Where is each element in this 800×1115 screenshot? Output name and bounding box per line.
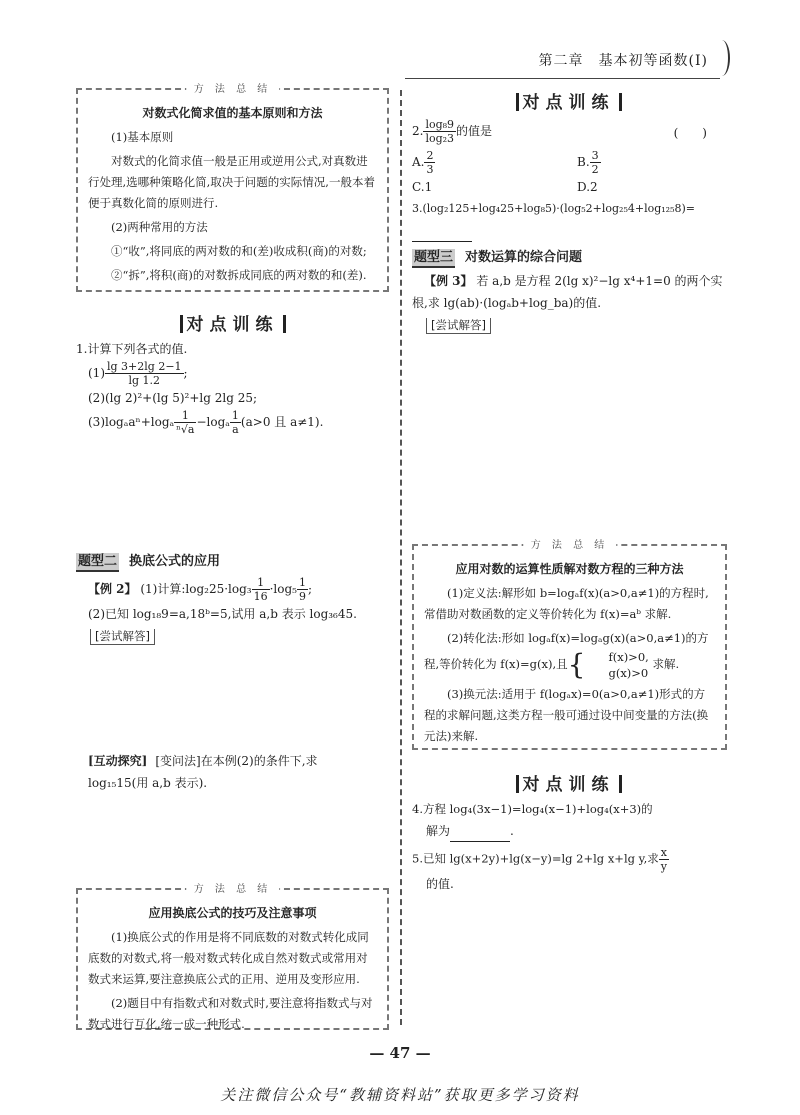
fraction: $\frac{x}{y}$ [660, 846, 667, 873]
box-label: 方 法 总 结 [523, 536, 617, 551]
question-stem: 1.计算下列各式的值. [76, 342, 188, 356]
method-summary-box-1 [76, 84, 389, 292]
paragraph: (1)换底公式的作用是将不同底数的对数式转化成同底数的对数式,将一般对数式转化成自然对数式或常用对数式来运算,要注意换底公式的正用、逆用及变形应用. [88, 930, 369, 986]
fraction: $\frac{1}{9}$ [298, 576, 306, 603]
brace: { [567, 648, 586, 681]
method-summary-box-3 [412, 540, 727, 750]
condition-stack: f(x)>0, g(x)>0 [608, 650, 649, 680]
question-1 [76, 338, 396, 436]
section-type-3 [412, 246, 582, 265]
section-tag: 题型三 [412, 249, 455, 268]
section-type-2 [76, 550, 220, 569]
heading-bar [516, 93, 519, 111]
header-curve-decoration [714, 40, 730, 76]
fraction: $\frac{1}{16}$ [253, 576, 268, 603]
paragraph: (1)基本原则 [111, 130, 174, 144]
explore-tag: [互动探究] [88, 754, 148, 768]
question-2: 2. $\frac{\text{log₈9}}{\text{log₂3}}$ 的值是 ( ) A. $\frac{2}{3}$ B. $\frac{3}{2}$ C.1 D.2 3.(log₂125+log₄25+log₈5)·(log₅2+log₂₅4+log₁₂₅8)= [412, 118, 727, 242]
fraction: $\frac{1}{a}$ [231, 409, 239, 436]
question-5-end: 的值. [426, 877, 454, 891]
paragraph: (2)题目中有指数式和对数式时,要注意将指数式与对数式进行互化,统一成一种形式. [88, 996, 373, 1031]
answer-paren: ( ) [673, 126, 707, 140]
section-tag: 题型二 [76, 553, 119, 572]
header-rule [405, 78, 720, 79]
fraction: $\frac{2}{3}$ [426, 149, 434, 176]
answer-blank[interactable] [412, 229, 472, 242]
heading-bar [619, 775, 622, 793]
fraction: $\frac{\text{log₈9}}{\text{log₂3}}$ [425, 118, 455, 145]
question-4-text: 4.方程 log₄(3x−1)=log₄(x−1)+log₄(x+3)的 [412, 802, 653, 816]
heading-bar [180, 315, 183, 333]
paragraph: (3)换元法:适用于 f(logₐx)=0(a>0,a≠1)形式的方程的求解问题,这类方程一般可通过设中间变量的方法(换元法)来解. [424, 687, 709, 743]
chapter-header: 第二章 基本初等函数(Ⅰ) [538, 53, 708, 69]
section-title: 对数运算的综合问题 [465, 250, 583, 265]
question-item-3: (3)logₐaⁿ+logₐ $\frac{1}{\text{ⁿ√a}}$ −logₐ $\frac{1}{a}$ (a>0 且 a≠1). [88, 409, 324, 436]
interactive-exploration: [互动探究] [变问法]在本例(2)的条件下,求 log₁₅15(用 a,b 表示). [88, 750, 393, 794]
try-answer-box: [尝试解答] [90, 629, 155, 645]
question-4: 4.方程 log₄(3x−1)=log₄(x−1)+log₄(x+3)的 解为 . [412, 798, 727, 842]
footer-note: 关注微信公众号“教辅资料站”获取更多学习资料 [220, 1086, 580, 1104]
option-d[interactable]: D.2 [577, 180, 598, 194]
option-a[interactable]: A. $\frac{2}{3}$ [412, 149, 434, 176]
box-label: 方 法 总 结 [186, 80, 280, 95]
question-item-2: (2)(lg 2)²+(lg 5)²+lg 2lg 25; [88, 391, 258, 405]
paragraph: 对数式的化简求值一般是正用或逆用公式,对真数进行处理,选哪种策略化简,取决于问题的实际情况,一般本着便于真数化简的原则进行. [88, 154, 375, 210]
example-label: 【例 3】 [424, 274, 473, 288]
paragraph: (1)定义法:解形如 b=logₐf(x)(a>0,a≠1)的方程时,常借助对数函数的定义等价转化为 f(x)=aᵇ 求解. [424, 586, 709, 621]
training-heading-3: 对点训练 [412, 770, 725, 795]
method-summary-box-2 [76, 884, 389, 1031]
box-label: 方 法 总 结 [186, 880, 280, 895]
training-heading-2: 对点训练 [412, 88, 725, 113]
example-3: 【例 3】 若 a,b 是方程 2(lg x)²−lg x⁴+1=0 的两个实根,求 lg(ab)·(logₐb+log_ba)的值. [尝试解答] [412, 274, 723, 332]
heading-bar [283, 315, 286, 333]
fraction: $\frac{1}{\text{ⁿ√a}}$ [176, 409, 195, 436]
explore-text: log₁₅15(用 a,b 表示). [88, 776, 208, 790]
example-label: 【例 2】 [88, 582, 137, 596]
box-title: 应用对数的运算性质解对数方程的三种方法 [455, 562, 684, 576]
section-title: 换底公式的应用 [129, 554, 221, 569]
paragraph: (2)两种常用的方法 [111, 220, 208, 234]
column-divider [400, 90, 402, 1025]
example-2: 【例 2】 (1)计算:log₂25·log₃ $\frac{1}{16}$ ·log₅ $\frac{1}{9}$ ; (2)已知 log₁₈9=a,18ᵇ=5,试用 a,b 表示 log₃₆45. [尝试解答] [76, 576, 396, 647]
question-item-1: (1) $\frac{\lg 3+2\lg 2-1}{\lg 1.2}$ ; [88, 360, 188, 387]
box-title: 对数式化简求值的基本原则和方法 [142, 106, 323, 120]
fraction: $\frac{3}{2}$ [591, 149, 599, 176]
paragraph: (2)转化法:形如 logₐf(x)=logₐg(x)(a>0,a≠1)的方程,等价转化为 f(x)=g(x),且{ f(x)>0, g(x)>0 求解. [424, 631, 709, 681]
question-3: 3.(log₂125+log₄25+log₈5)·(log₅2+log₂₅4+log₁₂₅8)= [412, 202, 696, 215]
option-c[interactable]: C.1 [412, 180, 433, 194]
page-number: — 47 — [369, 1044, 431, 1062]
heading-bar [619, 93, 622, 111]
fraction: $\frac{\lg 3+2\lg 2-1}{\lg 1.2}$ [107, 360, 182, 387]
option-b[interactable]: B. $\frac{3}{2}$ [577, 149, 599, 176]
example-part-2: (2)已知 log₁₈9=a,18ᵇ=5,试用 a,b 表示 log₃₆45. [88, 607, 357, 621]
box-title: 应用换底公式的技巧及注意事项 [148, 906, 317, 920]
question-5: 5.已知 lg(x+2y)+lg(x−y)=lg 2+lg x+lg y,求 $\frac{x}{y}$ 的值. [412, 846, 727, 895]
try-answer-box: [尝试解答] [426, 318, 491, 334]
paragraph: ①“收”,将同底的两对数的和(差)收成积(商)的对数; [111, 244, 367, 258]
heading-bar [516, 775, 519, 793]
training-heading-1: 对点训练 [76, 310, 389, 335]
answer-blank[interactable] [450, 829, 510, 842]
paragraph: ②“拆”,将积(商)的对数拆成同底的两对数的和(差). [111, 268, 367, 282]
